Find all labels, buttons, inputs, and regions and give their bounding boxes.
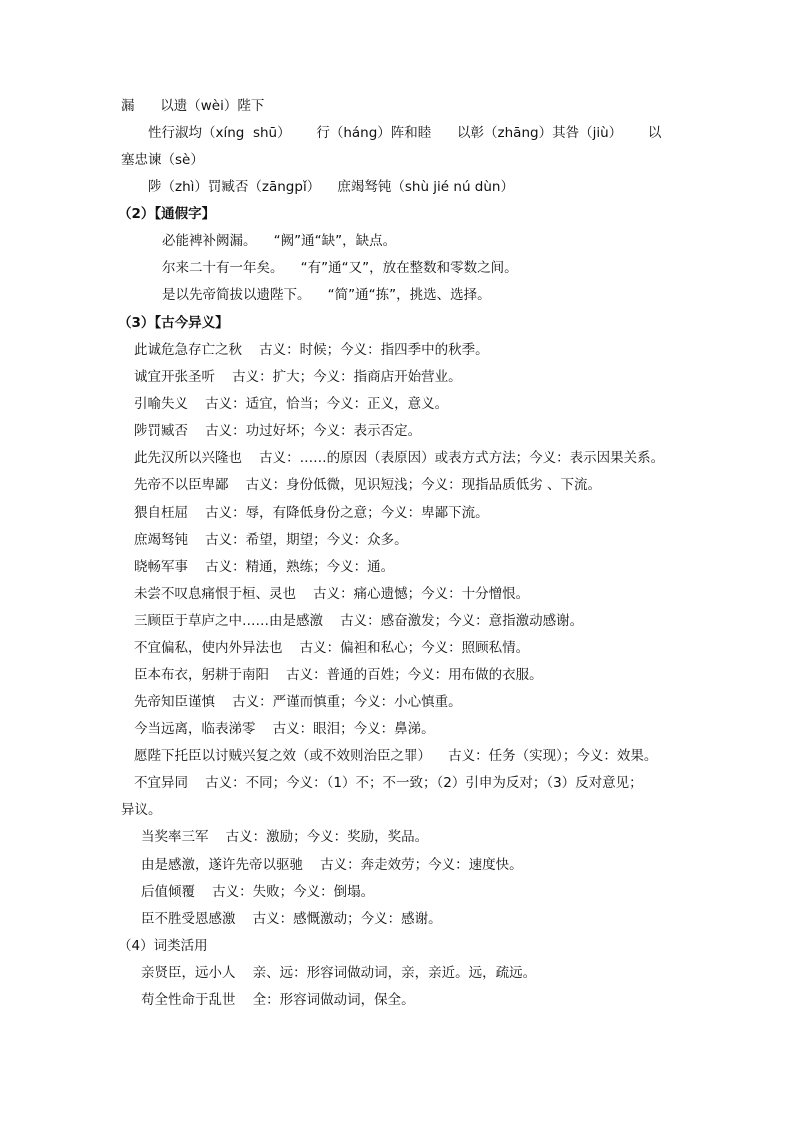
text-line: 是以先帝简拔以遗陛下。 “简”通“拣”，挑选、选择。 [162,287,491,303]
text-line: 臣不胜受恩感激 古义：感慨激动；今义：感谢。 [141,911,442,927]
text-line: 不宜偏私，使内外异法也 古义：偏袒和私心；今义：照顾私情。 [134,640,530,656]
text-line: 苟全性命于乱世 全：形容词做动词，保全。 [141,992,415,1008]
text-line: 先帝不以臣卑鄙 古义：身份低微，见识短浅；今义：现指品质低劣 、下流。 [134,477,601,493]
text-line: 由是感激，遂许先帝以驱驰 古义：奔走效劳；今义：速度快。 [141,857,523,873]
text-line: 此先汉所以兴隆也 古义：……的原因（表原因）或表方式方法；今义：表示因果关系。 [134,450,665,466]
text-line: 今当远离，临表涕零 古义：眼泪；今义：鼻涕。 [134,721,435,737]
text-line: 猥自枉屈 古义：辱，有降低身份之意；今义：卑鄙下流。 [134,505,489,521]
text-line: 亲贤臣，远小人 亲、远：形容词做动词，亲，亲近。远，疏远。 [141,965,537,981]
text-line: 诚宜开张圣听 古义：扩大；今义：指商店开始营业。 [134,369,462,385]
text-line: 尔来二十有一年矣。 “有”通“又”，放在整数和零数之间。 [162,260,518,276]
text-line: 必能裨补阙漏。 “阙”通“缺”，缺点。 [162,233,397,249]
text-line: 未尝不叹息痛恨于桓、灵也 古义：痛心遗憾；今义：十分憎恨。 [134,586,530,602]
text-line: 后值倾覆 古义：失败；今义：倒塌。 [141,884,375,900]
text-line: 陟（zhì）罚臧否（zāngpǐ） 庶竭驽钝（shù jié nú dùn） [148,179,514,195]
text-line: 性行淑均（xíng shū） 行（háng）阵和睦 以彰（zhāng）其咎（jiù） 以 [148,125,662,141]
text-line: 愿陛下托臣以讨贼兴复之效（或不效则治臣之罪） 古义：任务（实现）；今义：效果。 [134,748,658,764]
section-heading: （2）【通假字】 [118,206,216,222]
text-line: 引喻失义 古义：适宜，恰当；今义：正义，意义。 [134,396,449,412]
text-line: 陟罚臧否 古义：功过好坏；今义：表示否定。 [134,423,422,439]
text-line: 此诚危急存亡之秋 古义：时候；今义：指四季中的秋季。 [134,342,489,358]
text-line: 异议。 [121,802,162,818]
text-line: 塞忠谏（sè） [121,152,204,168]
text-line: 不宜异同 古义：不同；今义：（1）不；不一致；（2）引申为反对；（3）反对意见； [134,775,643,791]
text-line: 三顾臣于草庐之中……由是感激 古义：感奋激发；今义：意指激动感谢。 [134,613,584,629]
text-line: 先帝知臣谨慎 古义：严谨而慎重；今义：小心慎重。 [134,694,462,710]
section-heading: （4）词类活用 [118,938,208,954]
section-heading: （3）【古今异义】 [118,315,229,331]
text-line: 当奖率三军 古义：激励；今义：奖励，奖品。 [141,829,429,845]
text-line: 晓畅军事 古义：精通，熟练；今义：通。 [134,559,395,575]
text-line: 庶竭驽钝 古义：希望，期望；今义：众多。 [134,532,408,548]
text-line: 漏 以遗（wèi）陛下 [121,98,265,114]
text-line: 臣本布衣，躬耕于南阳 古义：普通的百姓；今义：用布做的衣服。 [134,667,543,683]
